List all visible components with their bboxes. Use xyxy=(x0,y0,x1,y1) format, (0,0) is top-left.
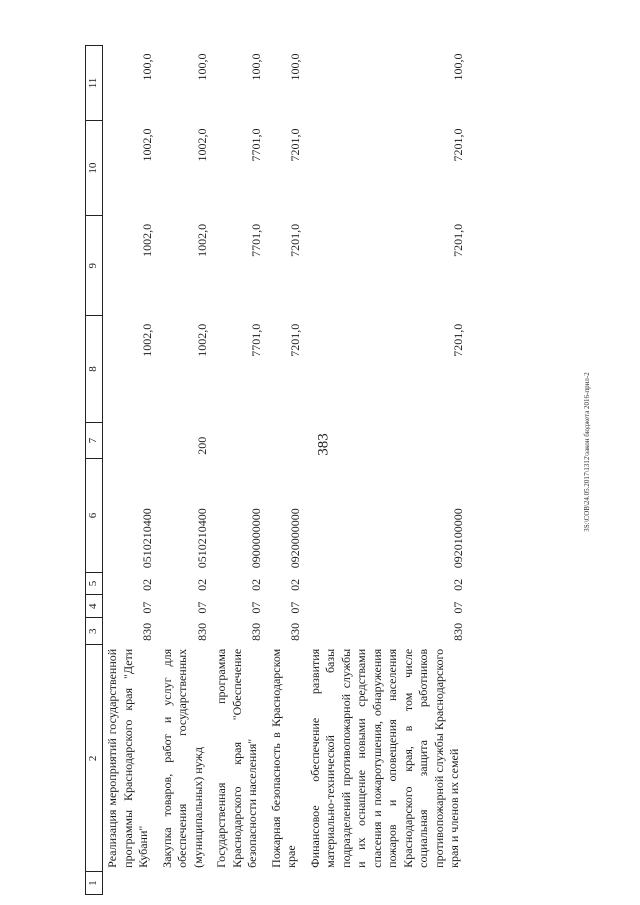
expense-type-code xyxy=(267,422,306,458)
expense-type-code xyxy=(306,422,469,458)
ministry-code: 830 xyxy=(249,622,263,641)
column-header: 1 xyxy=(86,872,103,895)
column-header: 10 xyxy=(86,121,103,216)
ministry-code: 830 xyxy=(288,622,302,641)
budget-table-wrapper xyxy=(85,45,565,895)
column-header: 6 xyxy=(86,459,103,573)
column-header: 8 xyxy=(86,316,103,423)
amount-approved: 7201,0 xyxy=(451,223,465,257)
column-header: 11 xyxy=(86,46,103,121)
ministry-code: 830 xyxy=(451,622,465,641)
execution-percent: 100,0 xyxy=(288,53,302,81)
table-row xyxy=(306,46,469,895)
table-row xyxy=(158,46,213,895)
subsection-code: 02 xyxy=(451,578,465,591)
expense-type-code xyxy=(212,422,267,458)
execution-percent: 100,0 xyxy=(451,53,465,81)
column-header: 5 xyxy=(86,572,103,595)
column-header: 3 xyxy=(86,618,103,645)
target-article-code: 0900000000 xyxy=(249,508,263,569)
subsection-code: 02 xyxy=(249,578,263,591)
amount-approved: 7701,0 xyxy=(249,223,263,257)
amount-planned: 7201,0 xyxy=(451,323,465,357)
execution-percent: 100,0 xyxy=(249,53,263,81)
target-article-code: 0510210400 xyxy=(194,508,209,569)
row-description: Реализация мероприятий государственной программы Краснодарского края "Дети Кубани" xyxy=(105,648,150,868)
section-code: 07 xyxy=(451,601,465,614)
amount-planned: 1002,0 xyxy=(140,323,154,357)
amount-planned: 7201,0 xyxy=(288,323,302,357)
amount-executed: 1002,0 xyxy=(140,128,154,162)
subsection-code: 02 xyxy=(194,578,209,591)
row-description: Пожарная безопасность в Краснодарском крае xyxy=(268,648,298,868)
target-article-code: 0920000000 xyxy=(288,508,302,569)
budget-table xyxy=(85,45,469,895)
table-row xyxy=(212,46,267,895)
column-header: 7 xyxy=(86,422,103,458)
target-article-code: 0510210400 xyxy=(140,508,154,569)
section-code: 07 xyxy=(288,601,302,614)
amount-approved: 1002,0 xyxy=(140,223,154,257)
page-number: 383 xyxy=(315,433,332,456)
column-header: 2 xyxy=(86,645,103,872)
table-row xyxy=(267,46,306,895)
amount-approved: 1002,0 xyxy=(194,223,209,257)
ministry-code: 830 xyxy=(194,622,209,641)
ministry-code: 830 xyxy=(140,622,154,641)
table-header-row xyxy=(86,46,103,895)
amount-executed: 7201,0 xyxy=(288,128,302,162)
section-code: 07 xyxy=(140,601,154,614)
table-row xyxy=(103,46,158,895)
column-header: 9 xyxy=(86,216,103,316)
section-code: 07 xyxy=(194,601,209,614)
execution-percent: 100,0 xyxy=(140,53,154,81)
row-description: Закупка товаров, работ и услуг для обеспечения государственных (муниципальных) нужд xyxy=(159,648,205,868)
amount-executed: 7701,0 xyxy=(249,128,263,162)
execution-percent: 100,0 xyxy=(194,53,209,81)
row-description: Финансовое обеспечение развития материально-технической базы подразделений противопожарной службы и их оснащение новыми средствами спасения и пожаротушения, обнаружения пожаров и оповещения населения Краснодарского края, в том числе социальная защита работников противопожарной службы Краснодарского края и членов их семей xyxy=(307,648,461,868)
subsection-code: 02 xyxy=(140,578,154,591)
amount-planned: 1002,0 xyxy=(194,323,209,357)
file-path-footer: ЗS:\СОВ\24.05.2017\1312\закон бюджета 2016-прил-2 xyxy=(583,372,591,532)
subsection-code: 02 xyxy=(288,578,302,591)
amount-executed: 1002,0 xyxy=(194,128,209,162)
amount-approved: 7201,0 xyxy=(288,223,302,257)
column-header: 4 xyxy=(86,595,103,618)
amount-planned: 7701,0 xyxy=(249,323,263,357)
section-code: 07 xyxy=(249,601,263,614)
row-description: Государственная программа Краснодарского края "Обеспечение безопасности населения" xyxy=(214,648,259,868)
amount-executed: 7201,0 xyxy=(451,128,465,162)
expense-type-code: 200 xyxy=(194,436,209,455)
expense-type-code xyxy=(103,422,158,458)
target-article-code: 0920100000 xyxy=(451,508,465,569)
